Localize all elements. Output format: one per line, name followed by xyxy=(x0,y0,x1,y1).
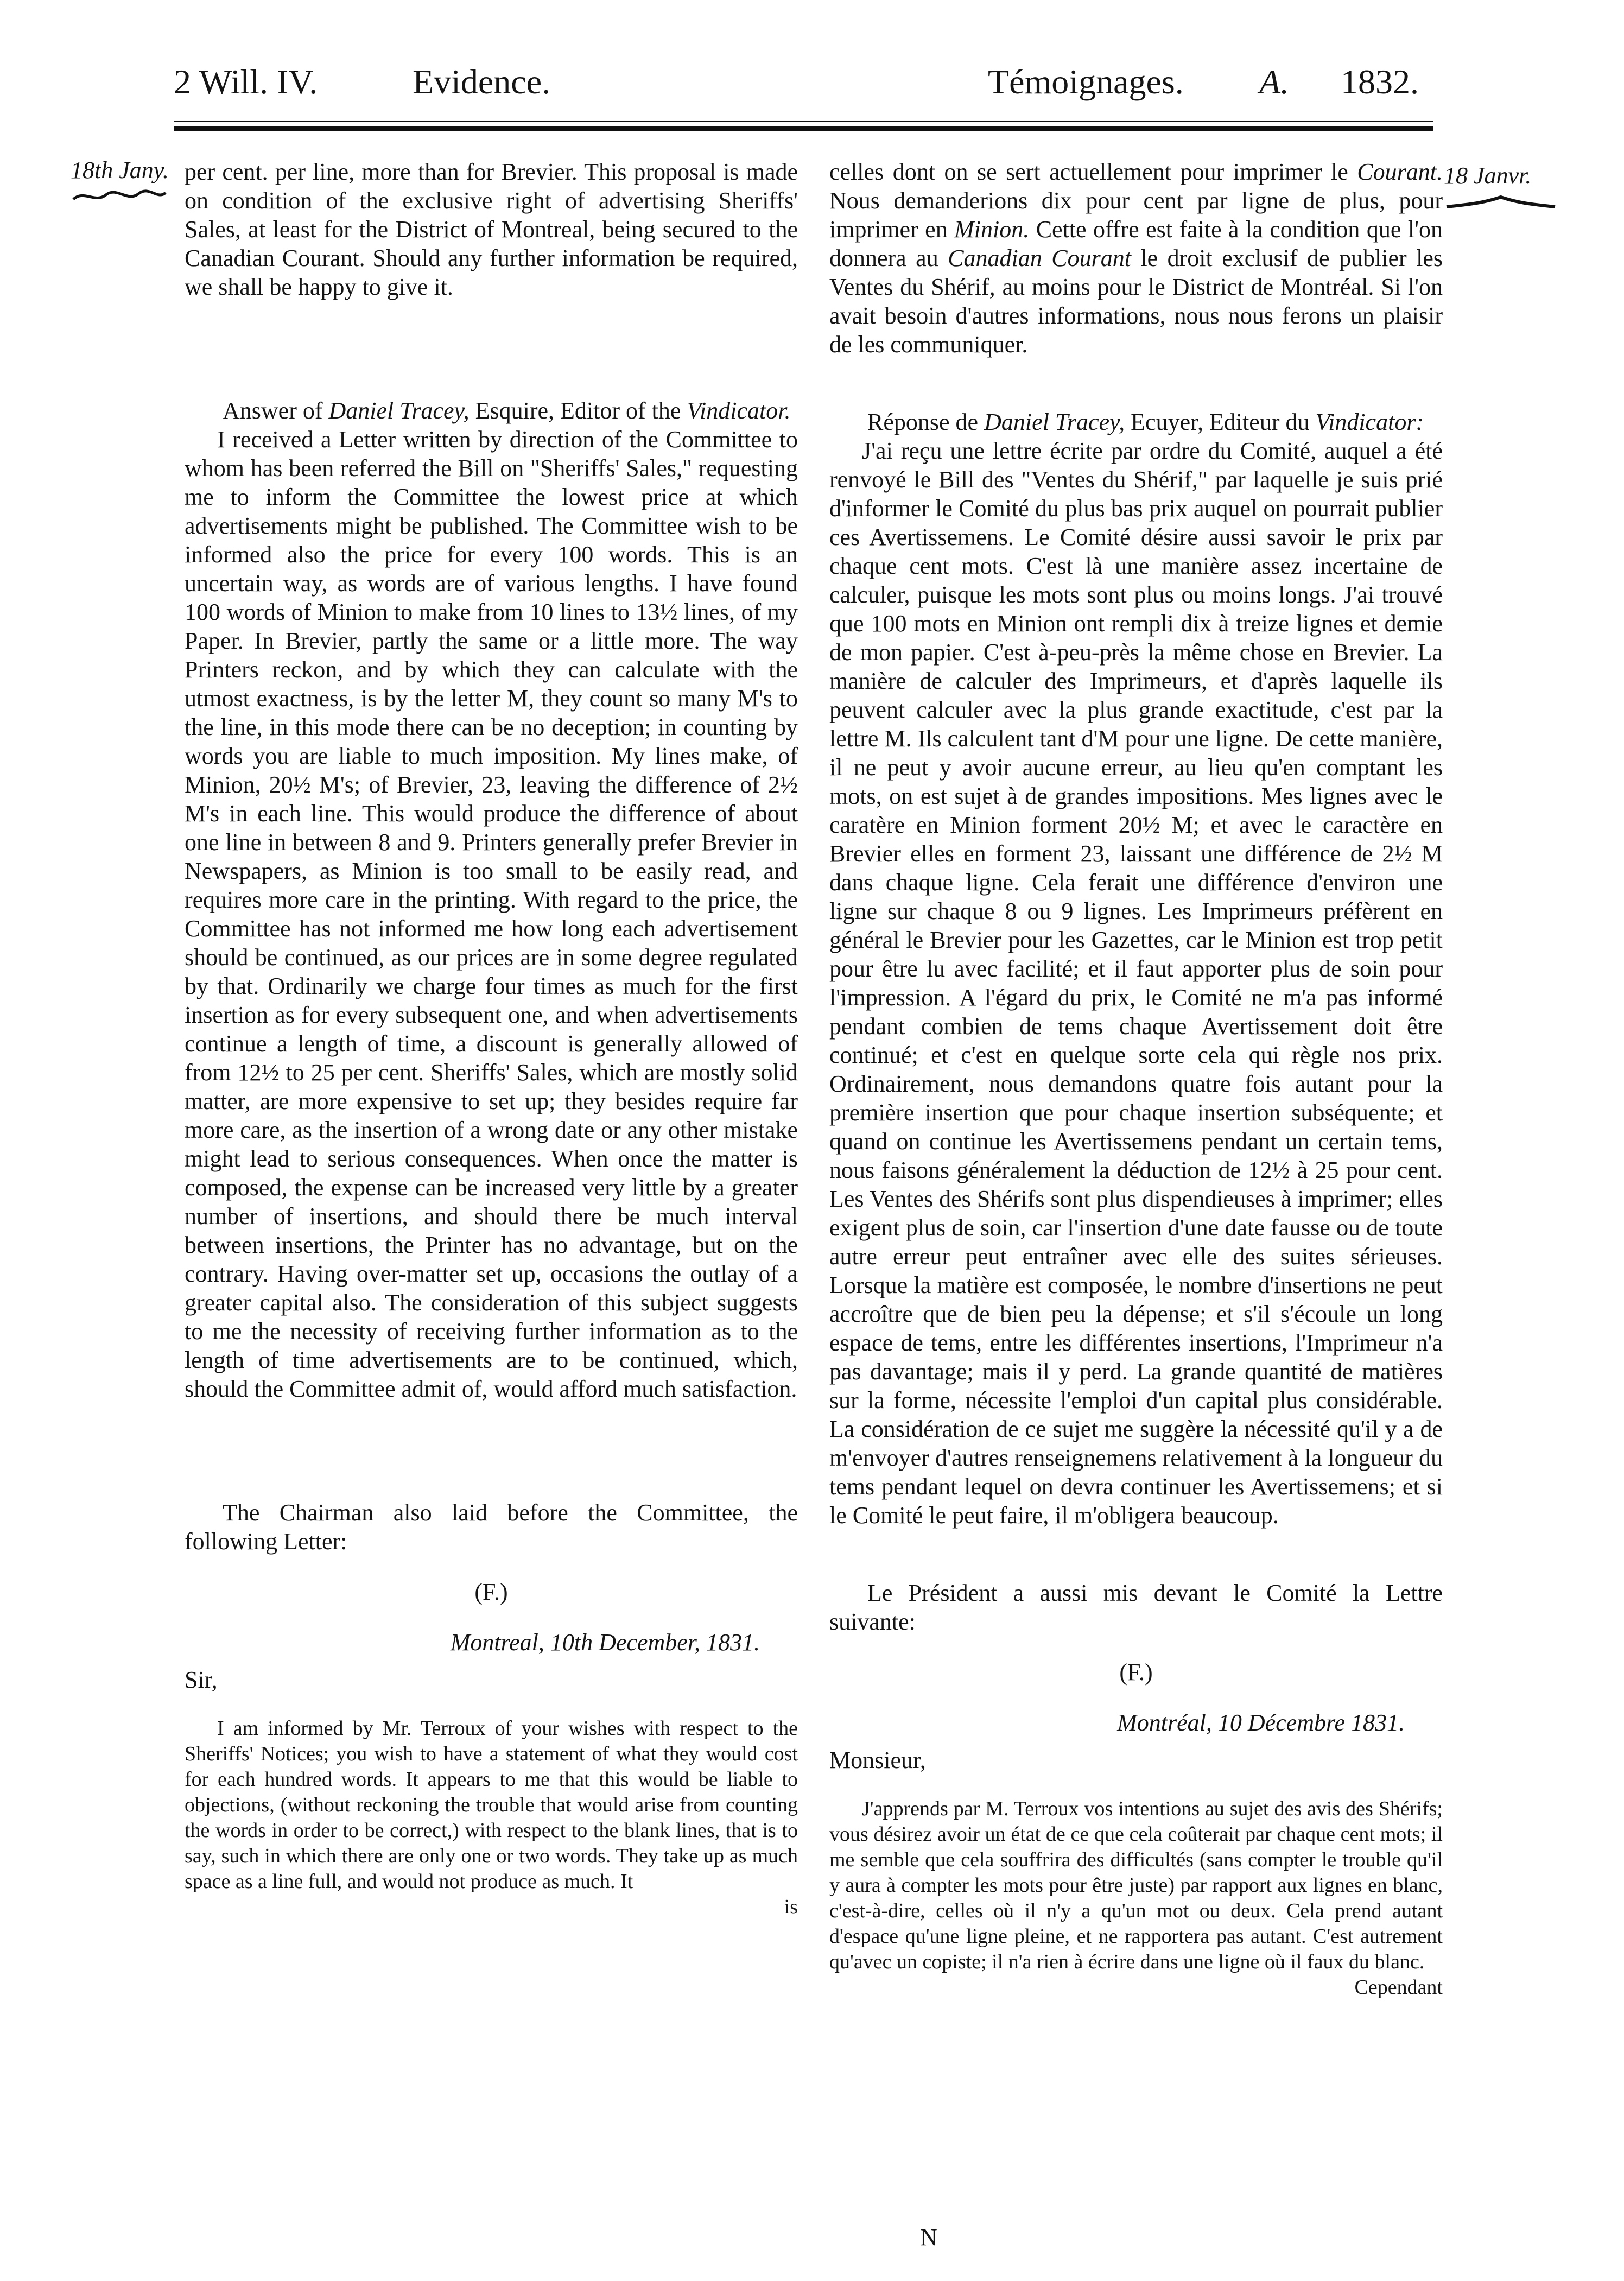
header-evidence: Evidence. xyxy=(413,62,551,101)
margin-date-left-text: 18th Jany. xyxy=(71,157,169,183)
en-letter-body: I am informed by Mr. Terroux of your wishes with respect to the Sheriffs' Notices; you wish to have a statement of what they would cost for each hundred words. It appears to me that this would be liable to objections, (without reckoning the trouble that would arise from counting the words in order to be correct,) with respect to the blank lines, that is to say, such in which there are only one or two words. They take up as much space as a line full, and would not produce as much. It xyxy=(185,1717,798,1893)
header-year: 1832. xyxy=(1341,62,1419,101)
running-header xyxy=(174,52,1433,112)
en-answer-heading: Answer of Daniel Tracey, Esquire, Editor of the Vindicator. xyxy=(223,397,791,424)
signature-mark: N xyxy=(920,2224,937,2251)
fr-letter-body: J'apprends par M. Terroux vos intentions au sujet des avis des Shérifs; vous désirez avoir un état de ce que cela coûterait par chaque cent mots; il me semble que cela souffrira des difficultés (sans compter le trouble qu'il y aura à compter les mots pour être juste) par rapport aux lignes en blanc, c'est-à-dire, celles où il n'y a qu'un mot ou deux. Cela prend autant d'espace qu'une ligne pleine, et ne rapportera pas autant. C'est autrement qu'avec un copiste; il n'a rien à écrire dans une ligne où il faux du blanc. xyxy=(829,1797,1443,1973)
en-answer-body: I received a Letter written by direction of the Committee to whom has been referred the Bill on "Sheriffs' Sales," requesting me to inform the Committee the lowest price at which advertisements might be published. The Committee wish to be informed also the price for every 100 words. This is an uncertain way, as words are of various lengths. I have found 100 words of Minion to make from 10 lines to 13½ lines, of my Paper. In Brevier, partly the same or a little more. The way Printers reckon, and by which they can calculate with the utmost exactness, is by the letter M, they count so many M's to the line, in this mode there can be no deception; in counting by words you are liable to much imposition. My lines make, of Minion, 20½ M's; of Brevier, 23, leaving the difference of 2½ M's in each line. This would produce the difference of about one line in between 8 and 9. Printers generally prefer Brevier in Newspapers, as Minion is too small to be easily read, and requires more care in the printing. With regard to the price, the Committee has not informed me how long each advertisement should be continued, as our prices are in some degree regulated by that. Ordinarily we charge four times as much for the first insertion as for every subsequent one, and when advertisements continue a length of time, a discount is generally allowed of from 12½ to 25 per cent. Sheriffs' Sales, which are mostly solid matter, are more expensive to set up; they besides require far more care, as the insertion of a wrong date or any other mistake might lead to serious consequences. When once the matter is composed, the expense can be increased very little by a greater number of insertions, and should there be much interval between insertions, the Printer has no advantage, but on the contrary. Having over-matter set up, occasions the outlay of a greater capital also. The consideration of this subject suggests to me the necessity of receiving further information as to the length of time advertisements are to be continued, which, should the Committee admit of, would afford much satisfaction. xyxy=(185,426,798,1402)
fr-answer-body: J'ai reçu une lettre écrite par ordre du Comité, auquel a été renvoyé le Bill des "Ventes du Shérif," par laquelle je suis prié d'informer le Comité du plus bas prix auquel on pourrait publier ces Avertissemens. Le Comité désire aussi savoir le prix par chaque cent mots. C'est là une manière assez incertaine de calculer, puisque les mots sont plus ou moins longs. J'ai trouvé que 100 mots en Minion ont rempli dix à treize lignes et demie de mon papier. C'est à-peu-près la même chose en Brevier. La manière de calculer des Imprimeurs, et d'après laquelle ils peuvent calculer avec la plus grande exactitude, c'est par la lettre M. Ils calculent tant d'M pour une ligne. De cette manière, il ne peut y avoir aucune erreur, au lieu qu'en comptant les mots, on est sujet à de grandes impositions. Mes lignes avec le caratère en Minion forment 20½ M; et avec le caractère en Brevier elles en forment 23, laissant une différence de 2½ M dans chaque ligne. Cela ferait une différence d'environ une ligne sur chaque 8 ou 9 lignes. Les Imprimeurs préfèrent en général le Brevier pour les Gazettes, car le Minion est trop petit pour être lu avec facilité; et il faut apporter plus de soin pour l'impression. A l'égard du prix, le Comité ne m'a pas informé pendant combien de tems chaque Avertissement doit être continué; et c'est en quelque sorte cela qui règle nos prix. Ordinairement, nous demandons quatre fois autant pour la première insertion que pour chaque insertion subséquente; et quand on continue les Avertissemens pendant un certain tems, nous faisons généralement la déduction de 12½ à 25 pour cent. Les Ventes des Shérifs sont plus dispendieuses à imprimer; elles exigent plus de soin, car l'insertion d'une date fausse ou de toute autre erreur peut entraîner avec elle des suites sérieuses. Lorsque la matière est composée, le nombre d'insertions ne peut accroître que de bien peu la dépense; et s'il s'écoule un long espace de tems, entre les différentes insertions, l'Imprimeur n'a pas davantage; mais il y perd. La grande quantité de matières sur la forme, nécessite l'emploi d'un capital plus considérable. La considération de ce sujet me suggère la nécessité qu'il y a de m'envoyer d'autres renseignemens relativement à la longueur du tems pendant lequel on devra continuer les Avertissemens; et si le Comité le peut faire, il m'obligera beaucoup. xyxy=(829,438,1443,1529)
fr-answer-heading: Réponse de Daniel Tracey, Ecuyer, Editeur du Vindicator: xyxy=(867,409,1424,435)
header-rule-thin xyxy=(174,121,1433,122)
french-column xyxy=(829,157,1443,2209)
en-chairman-note: The Chairman also laid before the Committee, the following Letter: xyxy=(185,1499,798,1555)
flourish-left-icon xyxy=(71,188,168,205)
fr-answer-name: Daniel Tracey, xyxy=(984,409,1125,435)
en-continued-paragraph: per cent. per line, more than for Brevier. This proposal is made on condition of the exclusive right of advertising Sheriffs' Sales, at least for the District of Montreal, being secured to the Canadian Courant. Should any further information be required, we shall be happy to give it. xyxy=(185,159,798,300)
fr-dateline: Montréal, 10 Décembre 1831. xyxy=(1117,1709,1405,1736)
margin-date-right xyxy=(1444,162,1585,210)
margin-date-left xyxy=(71,156,185,205)
fr-continued-paragraph: celles dont on se sert actuellement pour imprimer le Courant. Nous demanderions dix pour cent par ligne de plus, pour imprimer en Minion. Cette offre est faite à la condition que l'on donnera au Canadian Courant le droit exclusif de publier les Ventes du Shérif, au moins pour le District de Montréal. Si l'on avait besoin d'autres informations, nous nous ferons un plaisir de les communiquer. xyxy=(829,159,1443,358)
fr-letter-label: (F.) xyxy=(1119,1659,1153,1686)
en-salutation: Sir, xyxy=(185,1667,218,1693)
fr-salutation: Monsieur, xyxy=(829,1747,926,1773)
en-catchword: is xyxy=(784,1896,798,1918)
header-appendix-letter: A. xyxy=(1259,62,1290,101)
fr-catchword: Cependant xyxy=(1354,1976,1443,1999)
en-answer-paper: Vindicator. xyxy=(687,397,791,424)
header-temoignages: Témoignages. xyxy=(988,62,1184,101)
margin-date-right-text: 18 Janvr. xyxy=(1444,162,1532,189)
header-regnal-year: 2 Will. IV. xyxy=(174,62,318,101)
fr-answer-paper: Vindicator: xyxy=(1315,409,1424,435)
en-letter-label: (F.) xyxy=(474,1579,508,1605)
header-rule-thick xyxy=(174,126,1433,131)
english-column xyxy=(185,157,798,2209)
en-dateline: Montreal, 10th December, 1831. xyxy=(450,1629,760,1656)
en-answer-name: Daniel Tracey, xyxy=(328,397,470,424)
flourish-right-icon xyxy=(1444,194,1558,210)
fr-president-note: Le Président a aussi mis devant le Comité la Lettre suivante: xyxy=(829,1580,1443,1635)
